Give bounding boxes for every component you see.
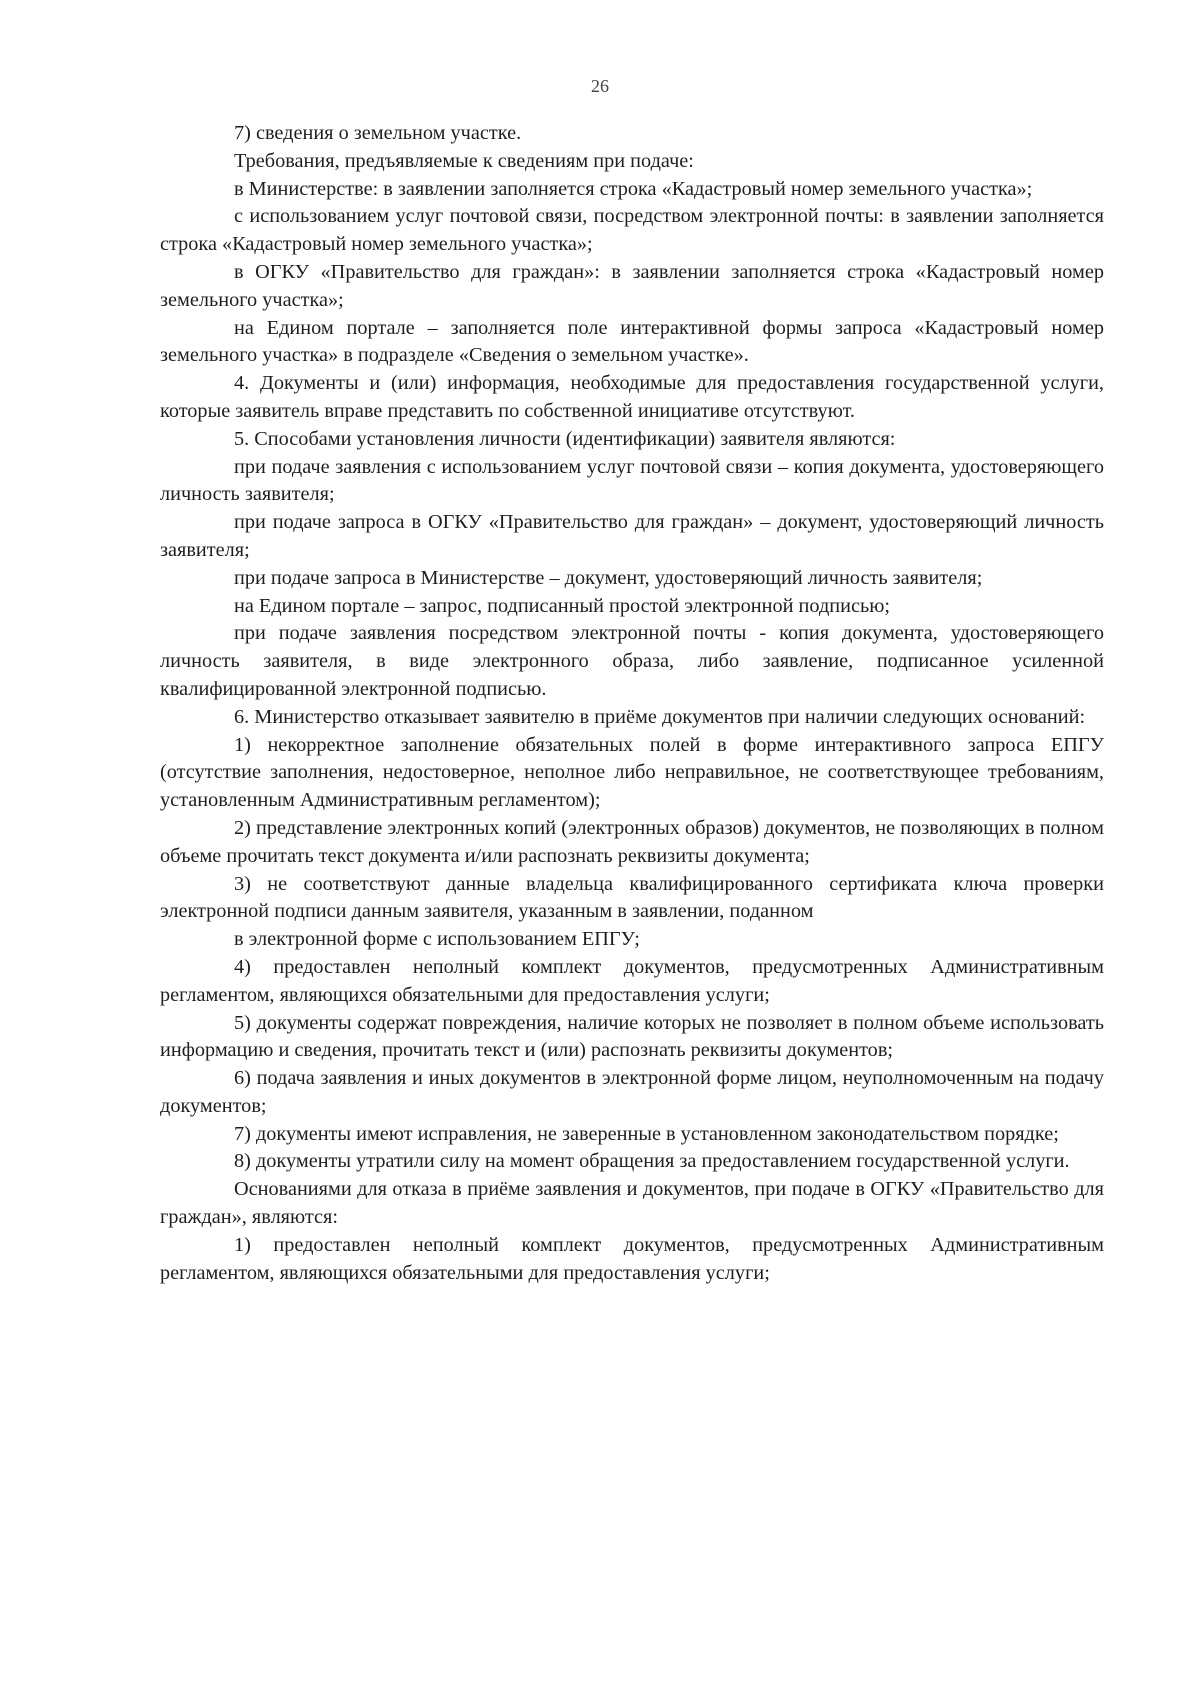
paragraph: 2) представление электронных копий (электронных образов) документов, не позволяющих в полном объеме прочитать текст документа и/или распознать реквизиты документа; — [160, 816, 1104, 867]
document-body — [160, 120, 1104, 1287]
paragraph: 4) предоставлен неполный комплект документов, предусмотренных Административным регламентом, являющихся обязательными для предоставления услуги; — [160, 955, 1104, 1006]
paragraph: Требования, предъявляемые к сведениям при подаче: — [234, 149, 694, 172]
paragraph: при подаче заявления посредством электронной почты - копия документа, удостоверяющего личность заявителя, в виде электронного образа, либо заявление, подписанное усиленной квалифицированной электронной подписью. — [160, 622, 1104, 700]
paragraph: при подаче заявления с использованием услуг почтовой связи – копия документа, удостоверяющего личность заявителя; — [160, 455, 1104, 506]
paragraph: на Едином портале – заполняется поле интерактивной формы запроса «Кадастровый номер земельного участка» в подразделе «Сведения о земельном участке». — [160, 316, 1104, 367]
paragraph: при подаче запроса в Министерстве – документ, удостоверяющий личность заявителя; — [234, 566, 983, 589]
paragraph: 1) предоставлен неполный комплект документов, предусмотренных Административным регламентом, являющихся обязательными для предоставления услуги; — [160, 1233, 1104, 1284]
paragraph: в ОГКУ «Правительство для граждан»: в заявлении заполняется строка «Кадастровый номер земельного участка»; — [160, 260, 1104, 311]
paragraph: с использованием услуг почтовой связи, посредством электронной почты: в заявлении заполняется строка «Кадастровый номер земельного участка»; — [160, 205, 1104, 256]
paragraph: 5. Способами установления личности (идентификации) заявителя являются: — [234, 427, 896, 450]
paragraph: 6) подача заявления и иных документов в электронной форме лицом, неуполномоченным на подачу документов; — [160, 1067, 1104, 1117]
paragraph: 1) некорректное заполнение обязательных полей в форме интерактивного запроса ЕПГУ (отсутствие заполнения, недостоверное, неполное либо неправильное, не соответствующее требованиям, установленным Административным регламентом); — [160, 733, 1104, 812]
paragraph: 7) сведения о земельном участке. — [234, 122, 522, 144]
paragraph: 7) документы имеют исправления, не заверенные в установленном законодательством порядке; — [234, 1122, 1059, 1145]
paragraph: 5) документы содержат повреждения, наличие которых не позволяет в полном объеме использовать информацию и сведения, прочитать текст и (или) распознать реквизиты документов; — [160, 1011, 1104, 1062]
paragraph: при подаче запроса в ОГКУ «Правительство для граждан» – документ, удостоверяющий личность заявителя; — [160, 511, 1104, 561]
paragraph: 4. Документы и (или) информация, необходимые для предоставления государственной услуги, которые заявитель вправе представить по собственной инициативе отсутствуют. — [160, 372, 1104, 422]
paragraph-continuation: в электронной форме с использованием ЕПГУ; — [234, 928, 640, 951]
page-number: 26 — [591, 76, 609, 96]
paragraph: на Едином портале – запрос, подписанный простой электронной подписью; — [234, 594, 891, 617]
paragraph: в Министерстве: в заявлении заполняется строка «Кадастровый номер земельного участка»; — [234, 177, 1033, 200]
paragraph: 8) документы утратили силу на момент обращения за предоставлением государственной услуги. — [234, 1150, 1070, 1173]
paragraph: 3) не соответствуют данные владельца квалифицированного сертификата ключа проверки электронной подписи данным заявителя, указанным в заявлении, поданном — [160, 872, 1104, 923]
paragraph: Основаниями для отказа в приёме заявления и документов, при подаче в ОГКУ «Правительство для граждан», являются: — [160, 1178, 1104, 1229]
paragraph: 6. Министерство отказывает заявителю в приёме документов при наличии следующих оснований: — [234, 705, 1086, 728]
